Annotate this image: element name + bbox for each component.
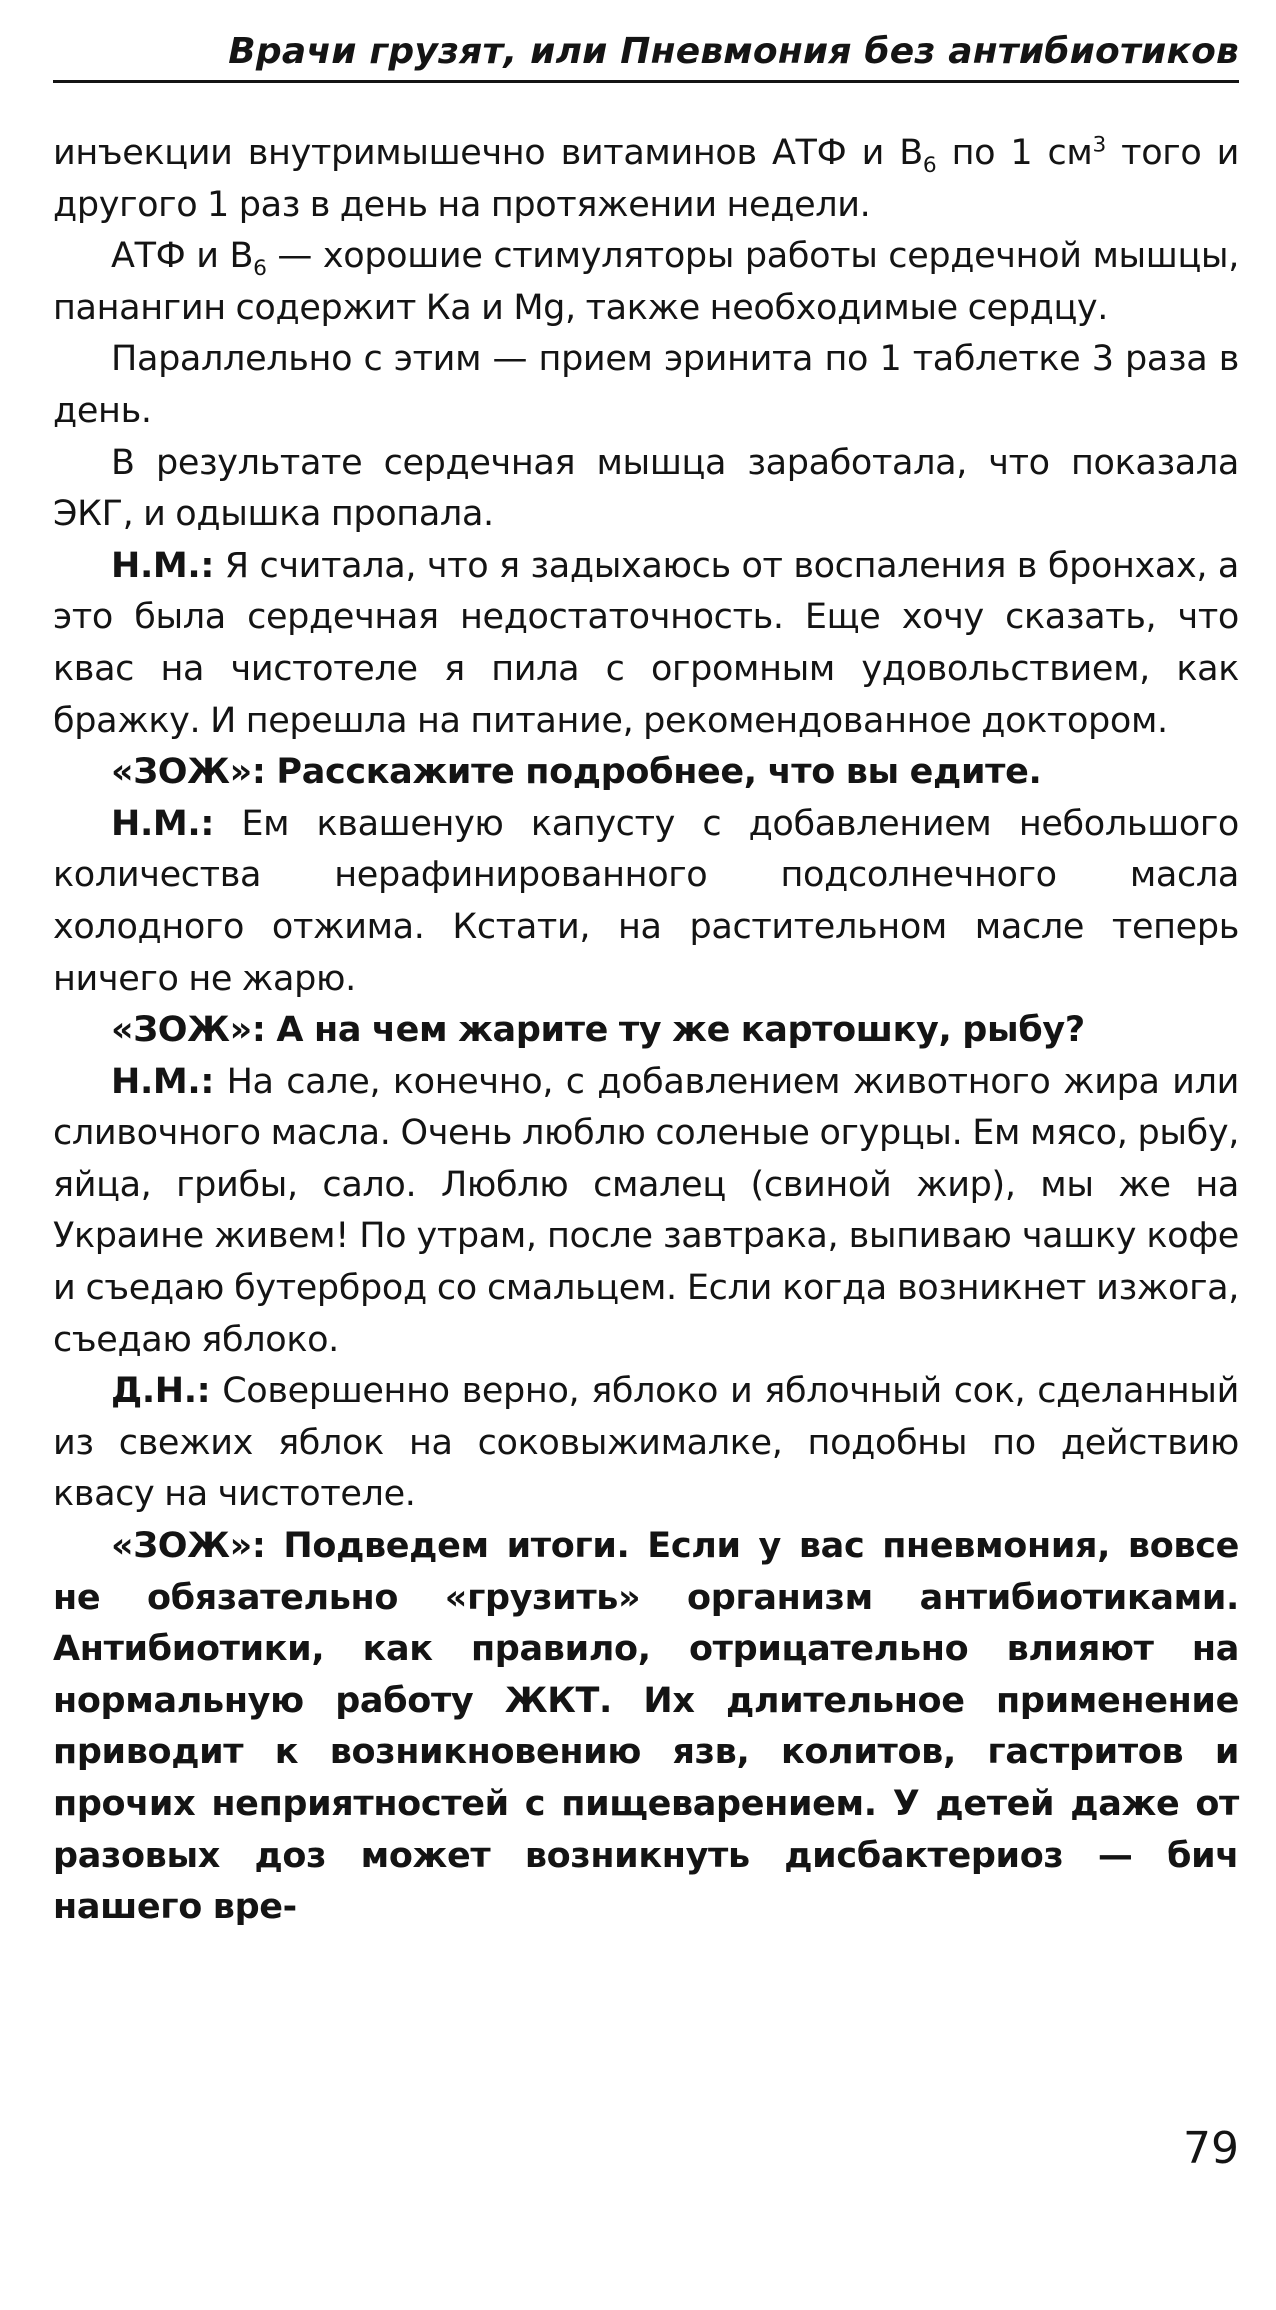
body-text — [53, 128, 1239, 1934]
paragraph-5 — [53, 541, 1239, 747]
subscript-6: 6 — [253, 256, 267, 282]
paragraph-2-text-b: — хорошие стимуляторы работы сердечной мышцы, панангин содержит Ка и Mg, также необходимые сердцу. — [53, 236, 1239, 328]
subscript-6: 6 — [922, 153, 937, 178]
paragraph-7-text: Ем квашеную капусту с добавлением небольшого количества нерафинированного подсолнечного масла холодного отжима. Кстати, на растительном масле теперь ничего не жарю. — [53, 803, 1239, 999]
superscript-3: 3 — [1092, 132, 1106, 158]
paragraph-1-text-c: того и другого 1 раз в день на протяжении недели. — [53, 133, 1240, 225]
speaker-label: Н.М.: — [111, 1061, 214, 1102]
paragraph-1-text-b: по 1 см — [936, 133, 1093, 173]
paragraph-3: Параллельно с этим — прием эринита по 1 таблетке 3 раза в день. — [53, 339, 1239, 431]
paragraph-4: В результате сердечная мышца заработала, что показала ЭКГ, и одышка пропала. — [53, 442, 1239, 535]
question-paragraph-6: «ЗОЖ»: Расскажите подробнее, что вы едите. — [111, 752, 1042, 793]
speaker-label: Н.М.: — [111, 545, 214, 586]
paragraph-10-text: Совершенно верно, яблоко и яблочный сок, сделанный из свежих яблок на соковыжималке, подобны по действию квасу на чистотеле. — [53, 1371, 1239, 1515]
paragraph-5-text: Я считала, что я задыхаюсь от воспаления в бронхах, а это была сердечная недостаточность. Еще хочу сказать, что квас на чистотеле я пила с огромным удовольствием, как бражку. И перешла на питание, рекомендованное доктором. — [53, 545, 1239, 741]
speaker-label: Д.Н.: — [111, 1371, 211, 1412]
paragraph-10 — [53, 1366, 1239, 1521]
header-rule — [53, 80, 1239, 83]
paragraph-9-text: На сале, конечно, с добавлением животного жира или сливочного масла. Очень люблю соленые огурцы. Ем мясо, рыбу, яйца, грибы, сало. Люблю смалец (свиной жир), мы же на Украине живем! По утрам, после завтрака, выпиваю чашку кофе и съедаю бутерброд со смальцем. Если когда возникнет изжога, съедаю яблоко. — [53, 1061, 1239, 1360]
paragraph-9 — [53, 1057, 1239, 1367]
paragraph-1 — [53, 128, 1239, 231]
paragraph-2-text-a: АТФ и В — [111, 236, 254, 277]
question-paragraph-8: «ЗОЖ»: А на чем жарите ту же картошку, рыбу? — [111, 1010, 1085, 1051]
paragraph-2 — [53, 231, 1239, 334]
paragraph-7 — [53, 799, 1239, 1005]
paragraph-1-text-a: инъекции внутримышечно витаминов АТФ и В — [53, 133, 923, 173]
summary-paragraph-11: «ЗОЖ»: Подведем итоги. Если у вас пневмония, вовсе не обязательно «грузить» организм антибиотиками. Антибиотики, как правило, отрицательно влияют на нормальную работу ЖКТ. Их длительное применение приводит к возникновению язв, колитов, гастритов и прочих неприятностей с пищеварением. У детей даже от разовых доз может возникнуть дисбактериоз — бич нашего вре- — [53, 1526, 1239, 1928]
page-number: 79 — [1183, 2123, 1239, 2174]
speaker-label: Н.М.: — [111, 803, 214, 844]
book-page — [53, 0, 1239, 2310]
running-head: Врачи грузят, или Пневмония без антибиотиков — [228, 31, 1239, 72]
